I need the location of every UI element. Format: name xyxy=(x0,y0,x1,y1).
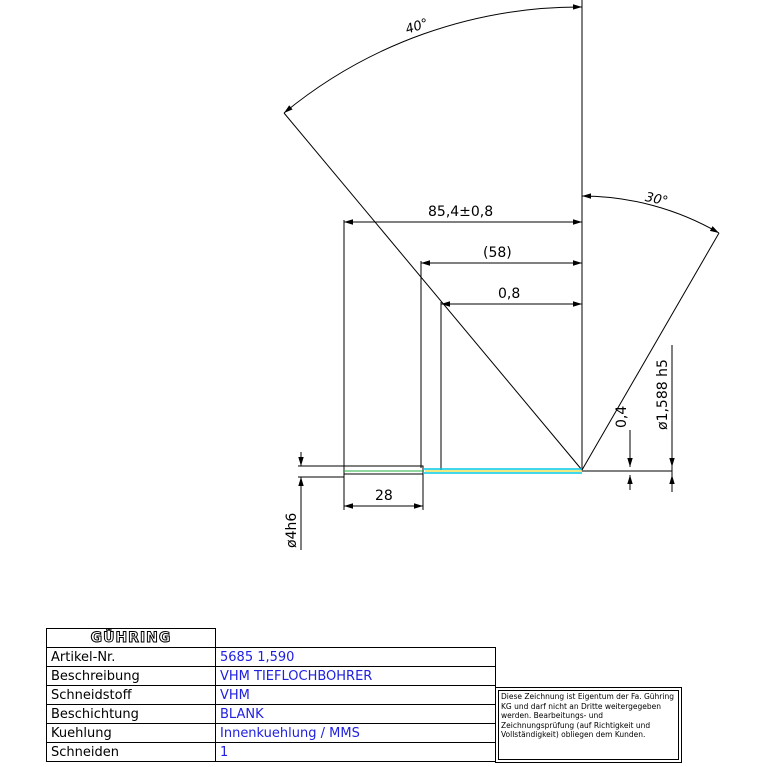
row-label: Beschichtung xyxy=(47,705,216,724)
angle-40-leg xyxy=(284,113,582,470)
dim-overall-label: 85,4±0,8 xyxy=(428,204,494,220)
row-label: Schneidstoff xyxy=(47,686,216,705)
guhring-logo: GÜHRING xyxy=(47,629,216,648)
row-value: 5685 1,590 xyxy=(216,648,496,667)
row-label: Schneiden xyxy=(47,743,216,762)
row-value: Innenkuehlung / MMS xyxy=(216,724,496,743)
tool-shank xyxy=(344,466,423,474)
table-row xyxy=(47,724,496,743)
row-label: Artikel-Nr. xyxy=(47,648,216,667)
row-value: VHM xyxy=(216,686,496,705)
row-value: VHM TIEFLOCHBOHRER xyxy=(216,667,496,686)
dim-flute-label: (58) xyxy=(483,245,512,261)
dim-small-label: 0,4 xyxy=(614,405,630,428)
dim-shank-label: 28 xyxy=(375,488,393,504)
table-row xyxy=(47,705,496,724)
table-row xyxy=(47,743,496,762)
row-label: Kuehlung xyxy=(47,724,216,743)
row-label: Beschreibung xyxy=(47,667,216,686)
ownership-notice: Diese Zeichnung ist Eigentum der Fa. Gühring KG und darf nicht an Dritte weitergegeben werden. Bearbeitungs- und Zeichnungsprüfung (auf Richtigkeit und Vollständigkeit) obliegen dem Kunden. xyxy=(495,687,682,763)
dim-tip-label: 0,8 xyxy=(498,286,521,302)
angle-40-arc xyxy=(284,7,582,113)
angle-30-label: 30° xyxy=(643,190,670,210)
angle-30-leg xyxy=(582,233,719,470)
row-value: BLANK xyxy=(216,705,496,724)
table-row xyxy=(47,648,496,667)
dim-shank-dia-label: ø4h6 xyxy=(284,512,300,548)
dim-tip-dia-label: ø1,588 h5 xyxy=(655,359,671,430)
angle-40-label: 40° xyxy=(403,16,431,38)
title-block xyxy=(46,628,496,762)
table-row xyxy=(47,667,496,686)
row-value: 1 xyxy=(216,743,496,762)
table-row xyxy=(47,686,496,705)
